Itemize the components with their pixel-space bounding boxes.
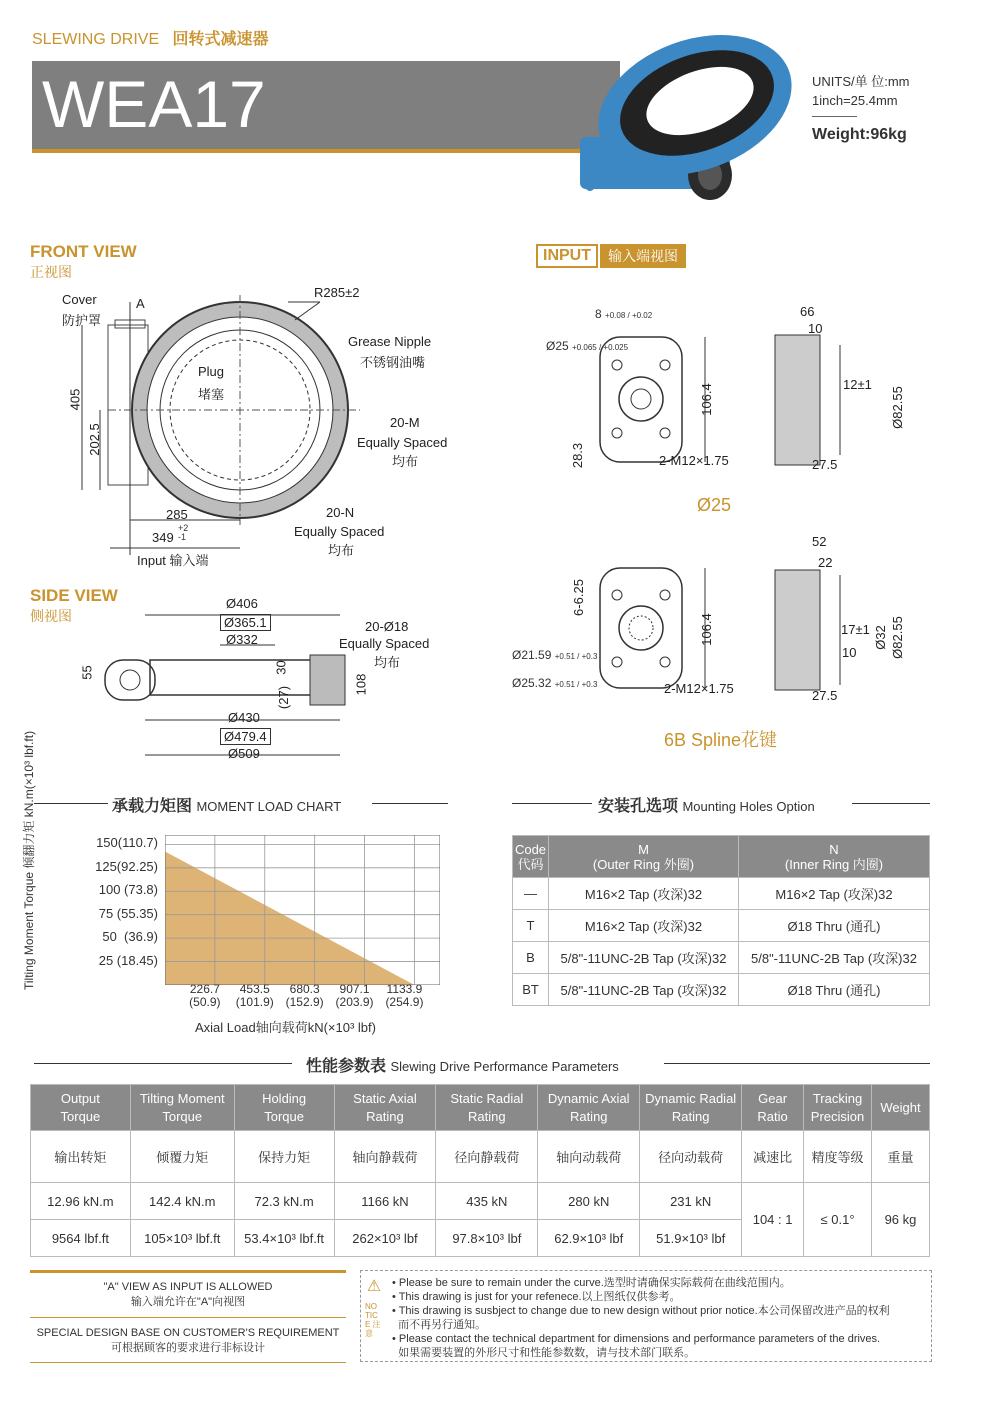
b-52: 52: [812, 534, 827, 549]
perf-cell: 72.3 kN.m: [234, 1183, 334, 1220]
a-m12: 2-M12×1.75: [659, 453, 729, 468]
dim-285: 285: [166, 507, 188, 522]
m-spaced-label: Equally Spaced: [357, 435, 448, 450]
side-30: 30: [273, 660, 289, 675]
chart-hdr-line-left: [34, 803, 108, 804]
mount-cell: Ø18 Thru (通孔): [739, 974, 930, 1006]
a-27-5: 27.5: [812, 457, 838, 472]
table-row: [513, 910, 930, 942]
weight-text: Weight:96kg: [812, 126, 907, 143]
side-d332: Ø332: [226, 632, 258, 647]
footer-a-view: [30, 1280, 346, 1310]
perf-th-cn: 精度等级: [804, 1131, 872, 1183]
y-tick-label: 25 (18.45): [98, 952, 158, 968]
perf-cell: 262×10³ lbf: [334, 1220, 436, 1257]
bolt-hole-b4: [660, 657, 670, 667]
notice-line: • This drawing is just for your refenece.以上图纸仅供参考。: [392, 1291, 681, 1303]
perf-cell: 12.96 kN.m: [31, 1183, 131, 1220]
b-21-59: Ø21.59: [512, 648, 552, 662]
perf-title-cn: 性能参数表: [306, 1058, 387, 1075]
perf-th: Gear Ratio: [742, 1085, 804, 1131]
perf-th-cn: 减速比: [742, 1131, 804, 1183]
r-leader-diag: [295, 302, 320, 320]
table-row: [31, 1183, 930, 1220]
y-tick-label: 125(92.25): [95, 858, 158, 874]
perf-cell: 280 kN: [538, 1183, 640, 1220]
notice-line: • This drawing is susbject to change due to new design without prior notice.本公司保留改进产品的权利: [392, 1305, 890, 1317]
notice-line: 而不再另行通知。: [392, 1319, 487, 1331]
side-d479: Ø479.4: [220, 728, 271, 745]
perf-cell: 105×10³ lbf.ft: [130, 1220, 234, 1257]
bolt-hole-b2: [660, 590, 670, 600]
mount-cell: M16×2 Tap (攻深)32: [739, 878, 930, 910]
perf-th: Dynamic Radial Rating: [640, 1085, 742, 1131]
side-55: 55: [79, 665, 95, 680]
perf-th: Weight: [871, 1085, 929, 1131]
side-cn: 均布: [374, 655, 401, 670]
bolt-hole-a2: [660, 360, 670, 370]
n-count-label: 20-N: [326, 505, 355, 520]
mount-title-cn: 安装孔选项: [598, 798, 679, 815]
ring-side-outline: [150, 660, 320, 695]
b-25-32-tol: +0.51 / +0.3: [554, 680, 598, 689]
mount-hdr-line-right: [852, 803, 930, 804]
perf-cell: 1166 kN: [334, 1183, 436, 1220]
m-cn-label: 均布: [392, 454, 419, 469]
mount-cell: M16×2 Tap (攻深)32: [549, 878, 739, 910]
b-22: 22: [818, 555, 833, 570]
perf-th-cn: 轴向静载荷: [334, 1131, 436, 1183]
chart-title-en: MOMENT LOAD CHART: [196, 799, 342, 814]
a-view-cn: 输入端允许在"A"向视图: [130, 1296, 246, 1308]
perf-th-cn: 输出转矩: [31, 1131, 131, 1183]
chart-plot-area: [165, 835, 440, 985]
side-view-title-cn: 侧视图: [30, 608, 72, 624]
cover-label-cn: 防护罩: [62, 313, 102, 328]
perf-cell: 9564 lbf.ft: [31, 1220, 131, 1257]
grease-nipple-label-cn: 不锈钢油嘴: [360, 355, 426, 370]
plug-label-cn: 堵塞: [198, 387, 225, 402]
caption-spline: 6B Spline花键: [664, 730, 778, 750]
perf-cell: 231 kN: [640, 1183, 742, 1220]
performance-table: [30, 1084, 930, 1257]
side-108: 108: [353, 673, 369, 696]
perf-title: [306, 1053, 619, 1076]
bolt-hole-b1: [612, 590, 622, 600]
perf-cell: 51.9×10³ lbf: [640, 1220, 742, 1257]
chart-title: [112, 793, 341, 816]
a-d25-tol: +0.065 / +0.025: [572, 343, 629, 352]
load-area: [165, 852, 414, 986]
dim-202-5: 202.5: [86, 423, 102, 456]
units-block: [812, 72, 910, 144]
subtitle-en: SLEWING DRIVE: [32, 31, 160, 48]
b-6-6-25: 6-6.25: [570, 579, 586, 616]
side-d365: Ø365.1: [220, 614, 271, 631]
a-66: 66: [800, 304, 815, 319]
mount-cell: T: [513, 910, 549, 942]
front-view-title-cn: 正视图: [30, 264, 72, 280]
perf-cell-merged: 96 kg: [871, 1183, 929, 1257]
mount-th-n: N (Inner Ring 内圈): [739, 836, 930, 878]
footer-gold-top: [30, 1270, 346, 1273]
dim-349: 349: [152, 530, 174, 545]
a-d25: Ø25: [546, 339, 569, 353]
chart-ylabel: Tilting Moment Torque 倾翻力矩 kN.m(×10³ lbf.ft): [22, 730, 36, 990]
product-image: [570, 25, 795, 210]
notice-icon-wrap: [364, 1276, 384, 1296]
perf-th: Tracking Precision: [804, 1085, 872, 1131]
a-82-55: Ø82.55: [889, 386, 905, 429]
input-badge: INPUT: [536, 244, 598, 268]
section-b: [775, 570, 820, 690]
mount-cell: Ø18 Thru (通孔): [739, 910, 930, 942]
chart-hdr-line-right: [372, 803, 448, 804]
a-d25-group: [546, 339, 628, 353]
perf-hdr-line-right: [664, 1063, 930, 1064]
special-cn: 可根据顾客的要求进行非标设计: [111, 1342, 265, 1354]
a-view-en: "A" VIEW AS INPUT IS ALLOWED: [103, 1281, 273, 1293]
side-d509: Ø509: [228, 746, 260, 761]
b-32: Ø32: [872, 625, 888, 650]
y-tick-label: 100 (73.8): [98, 882, 158, 898]
worm-shaft-side: [120, 670, 140, 690]
table-row: [513, 974, 930, 1006]
table-row: [513, 878, 930, 910]
a-10: 10: [808, 321, 823, 336]
perf-cell-merged: 104 : 1: [742, 1183, 804, 1257]
mount-title: [598, 793, 815, 816]
m-count-label: 20-M: [390, 415, 420, 430]
mount-cell: —: [513, 878, 549, 910]
perf-cell: 97.8×10³ lbf: [436, 1220, 538, 1257]
perf-cell: 435 kN: [436, 1183, 538, 1220]
bolt-hole-b3: [612, 657, 622, 667]
mount-th-m: M (Outer Ring 外圈): [549, 836, 739, 878]
shaft-a: [631, 389, 651, 409]
chart-title-cn: 承载力矩图: [112, 798, 193, 815]
worm-end-side: [105, 660, 155, 700]
side-27: (27): [276, 685, 292, 710]
perf-cell: 62.9×10³ lbf: [538, 1220, 640, 1257]
side-d406: Ø406: [226, 596, 258, 611]
notice-line: 如果需要装置的外形尺寸和性能参数数，请与技术部门联系。: [392, 1347, 696, 1359]
y-tick-label: 75 (55.35): [98, 905, 158, 921]
perf-th-cn: 倾覆力矩: [130, 1131, 234, 1183]
y-tick-label: 50 (36.9): [102, 929, 158, 945]
dim-349-tol: +2 -1: [178, 523, 189, 542]
a-106-4: 106.4: [698, 383, 714, 416]
side-d430: Ø430: [228, 710, 260, 725]
a-8-tol: +0.08 / +0.02: [605, 311, 653, 320]
side-spaced: Equally Spaced: [339, 636, 430, 651]
mount-title-en: Mounting Holes Option: [682, 799, 815, 814]
perf-th: Tilting Moment Torque: [130, 1085, 234, 1131]
section-a: [775, 335, 820, 465]
x-tick-label: 680.3 (152.9): [285, 982, 324, 1009]
a-8: 8: [595, 307, 602, 321]
plug-label: Plug: [198, 364, 225, 379]
perf-th: Static Axial Rating: [334, 1085, 436, 1131]
front-view-title: FRONT VIEW: [30, 242, 137, 261]
perf-th: Holding Torque: [234, 1085, 334, 1131]
model-title: WEA17: [42, 67, 266, 141]
special-en: SPECIAL DESIGN BASE ON CUSTOMER'S REQUIREMENT: [36, 1327, 340, 1339]
b-17: 17±1: [841, 622, 870, 637]
n-spaced-label: Equally Spaced: [294, 524, 385, 539]
notice-label: NOTICE 注意: [365, 1302, 381, 1338]
a-8-group: [595, 307, 652, 321]
units-divider: [812, 116, 857, 117]
housing-end: [580, 139, 600, 191]
input-title-cn: 输入端视图: [600, 244, 686, 268]
perf-th: Output Torque: [31, 1085, 131, 1131]
mount-cell: M16×2 Tap (攻深)32: [549, 910, 739, 942]
side-view-title: SIDE VIEW: [30, 586, 118, 605]
ring-section: [310, 655, 345, 705]
x-tick-label: 226.7 (50.9): [189, 982, 221, 1009]
mount-cell: 5/8"-11UNC-2B Tap (攻深)32: [739, 942, 930, 974]
mounting-table: [512, 835, 930, 1006]
perf-cell: 53.4×10³ lbf.ft: [234, 1220, 334, 1257]
x-tick-label: 1133.9 (254.9): [385, 982, 424, 1009]
y-tick-label: 150(110.7): [96, 835, 158, 851]
x-tick-label: 907.1 (203.9): [335, 982, 374, 1009]
b-21-59-tol: +0.51 / +0.3: [554, 652, 598, 661]
mount-th-code: Code 代码: [513, 836, 549, 878]
perf-header-row: [31, 1085, 930, 1131]
b-25-32: Ø25.32: [512, 676, 552, 690]
footer-gold-bottom: [30, 1362, 346, 1363]
perf-th-cn: 重量: [871, 1131, 929, 1183]
b-82-55: Ø82.55: [889, 616, 905, 659]
perf-title-en: Slewing Drive Performance Parameters: [390, 1059, 619, 1074]
perf-th-cn: 径向静载荷: [436, 1131, 538, 1183]
dim-405: 405: [67, 388, 83, 411]
notice-notes: [392, 1276, 890, 1360]
mount-hdr-line-left: [512, 803, 592, 804]
a-28-3: 28.3: [570, 442, 586, 469]
b-106-4: 106.4: [698, 613, 714, 646]
units-text: UNITS/单 位:mm: [812, 74, 910, 89]
perf-th-cn: 保持力矩: [234, 1131, 334, 1183]
footer-special: [30, 1326, 346, 1356]
grease-nipple-label: Grease Nipple: [348, 334, 432, 349]
b-10: 10: [842, 645, 857, 660]
notice-line: • Please contact the technical department for dimensions and performance parameters of the drives.: [392, 1333, 881, 1345]
side-holes: 20-Ø18: [365, 619, 409, 634]
notice-line: • Please be sure to remain under the curve.选型时请确保实际载荷在曲线范围内。: [392, 1277, 791, 1289]
b-m12: 2-M12×1.75: [664, 681, 734, 696]
mount-cell: BT: [513, 974, 549, 1006]
perf-hdr-line-left: [34, 1063, 292, 1064]
subtitle-cn: 回转式减速器: [172, 31, 269, 48]
input-label: Input 输入端: [137, 553, 209, 568]
chart-xlabel: Axial Load轴向载荷kN(×10³ lbf): [195, 1020, 376, 1035]
perf-header-cn-row: [31, 1131, 930, 1183]
perf-cell: 142.4 kN.m: [130, 1183, 234, 1220]
warning-icon: ⚠: [366, 1278, 382, 1295]
title-underline: [32, 149, 620, 153]
footer-gold-mid: [30, 1317, 346, 1318]
mount-cell: 5/8"-11UNC-2B Tap (攻深)32: [549, 942, 739, 974]
perf-th-cn: 轴向动载荷: [538, 1131, 640, 1183]
perf-cell-merged: ≤ 0.1°: [804, 1183, 872, 1257]
table-row: [513, 942, 930, 974]
bolt-hole-a3: [612, 428, 622, 438]
caption-d25: Ø25: [697, 495, 732, 515]
b-21-group: [512, 648, 597, 662]
subtitle: [32, 26, 269, 49]
cover-label: Cover: [62, 292, 97, 307]
mount-cell: B: [513, 942, 549, 974]
b-25-group: [512, 676, 597, 690]
moment-chart: [165, 835, 440, 985]
perf-th: Static Radial Rating: [436, 1085, 538, 1131]
input-view-b-drawing: [575, 560, 855, 700]
x-tick-label: 453.5 (101.9): [235, 982, 274, 1009]
bolt-hole-a1: [612, 360, 622, 370]
perf-th: Dynamic Axial Rating: [538, 1085, 640, 1131]
b-27-5: 27.5: [812, 688, 838, 703]
view-a-label: A: [136, 296, 145, 311]
mount-cell: 5/8"-11UNC-2B Tap (攻深)32: [549, 974, 739, 1006]
inch-text: 1inch=25.4mm: [812, 93, 898, 108]
spline-shaft-b: [629, 616, 653, 640]
mounting-header-row: [513, 836, 930, 878]
perf-th-cn: 径向动载荷: [640, 1131, 742, 1183]
a-12: 12±1: [843, 377, 872, 392]
bolt-hole-a4: [660, 428, 670, 438]
n-cn-label: 均布: [328, 543, 355, 558]
radius-label: R285±2: [314, 285, 360, 300]
